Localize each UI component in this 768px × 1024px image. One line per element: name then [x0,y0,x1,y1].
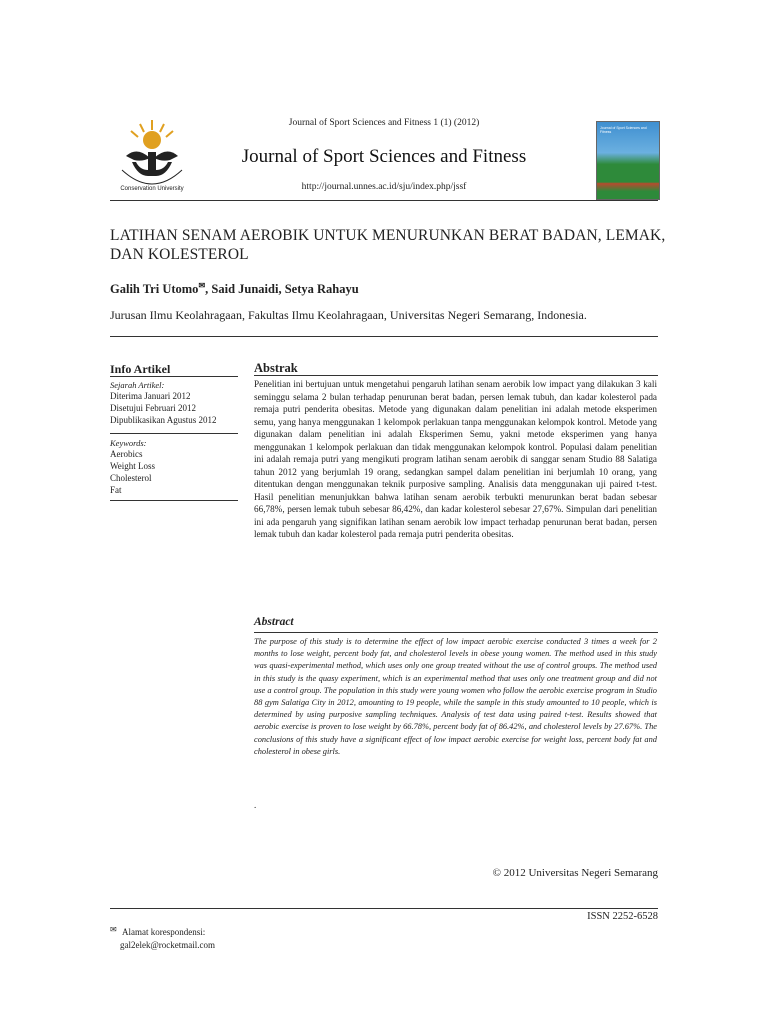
footer-rule [110,908,658,909]
first-author: Galih Tri Utomo [110,282,199,297]
abstrak-rule [254,375,658,376]
keyword-item: Aerobics [110,449,143,459]
correspondence-label: Alamat korespondensi: [122,927,206,937]
issn-number: ISSN 2252-6528 [587,911,658,922]
journal-citation: Journal of Sport Sciences and Fitness 1 (1) (2012) [288,118,480,128]
abstract-rule [254,632,658,633]
journal-cover-image [596,121,660,200]
mail-icon[interactable]: ✉ [198,281,206,290]
info-rule-top [110,376,238,377]
other-authors: , Said Junaidi, Setya Rahayu [205,282,359,297]
abstract-trailing-dot: . [254,800,257,810]
history-approved: Disetujui Februari 2012 [110,403,196,413]
copyright-notice: © 2012 Universitas Negeri Semarang [492,867,658,879]
logo-caption: Conservation University [120,186,184,192]
affiliation: Jurusan Ilmu Keolahragaan, Fakultas Ilmu Keolahragaan, Universitas Negeri Semarang, Indonesia. [110,308,587,322]
author-list [110,281,359,297]
abstrak-body: Penelitian ini bertujuan untuk mengetahui pengaruh latihan senam aerobik low impact yang dilakukan 3 kali seminggu selama 2 bulan terhadap penurunan berat badan, persen lemak tubuh, dan kadar kolesterol pada remaja putri penderita obesitas. Metode yang digunakan dalam penelitian ini adalah metode eksperimen semu, yang hanya menggunakan 1 kelompok perlakuan tanpa menggunakan kelompok kontrol. Metode yang digunakan dalam penelitian ini adalah Eksperimen Semu, yakni metode eksperimen yang hanya menggunakan 1 kelompok perlakuan dan tidak menggunakan kelompok kontrol. Populasi dalam penelitian ini adalah remaja putri yang mengikuti program latihan senam aerobik di sanggar senam Studio 88 Salatiga tahun 2012 yang berjumlah 19 orang, sedangkan sampel dalam penelitian ini berjumlah 10 orang, yang ditentukan dengan menggunakan teknik purposive sampling. Analisis data menggunakan uji paired t-test. Hasil penelitian menunjukkan bahwa latihan senam aerobik terbukti menurunkan berat badan sebesar 66,78%, persen lemak tubuh sebesar 86,42%, dan kadar kolesterol sebesar 27,67%. Simpulan dari penelitian ini ada pengaruh yang signifikan latihan senam aerobik low impact terhadap penurunan berat badan, persen lemak tubuh dan kadar kolesterol pada remaja putri penderita obesitas. [254,379,657,539]
article-title: LATIHAN SENAM AEROBIK UNTUK MENURUNKAN BERAT BADAN, LEMAK, DAN KOLESTEROL [110,227,666,263]
correspondence-email[interactable]: gal2elek@rocketmail.com [120,940,216,950]
keywords-label: Keywords: [110,438,147,448]
cover-title: Journal of Sport Sciences and Fitness [600,126,647,134]
info-heading: Info Artikel [110,362,171,376]
history-received: Diterima Januari 2012 [110,391,191,401]
correspondence-mail-icon: ✉ [110,925,117,934]
article-history [110,380,245,426]
journal-name: Journal of Sport Sciences and Fitness [241,146,527,167]
history-published: Dipublikasikan Agustus 2012 [110,415,217,425]
history-label: Sejarah Artikel: [110,380,165,390]
keyword-item: Weight Loss [110,461,156,471]
keyword-item: Fat [110,485,122,495]
title-rule [110,336,658,337]
keyword-list [110,438,245,496]
info-rule-bottom [110,500,238,501]
journal-url[interactable]: http://journal.unnes.ac.id/sju/index.php/jssf [301,182,467,192]
abstract-body: The purpose of this study is to determine the effect of low impact aerobic exercise conducted 3 times a week for 2 months to lose weight, percent body fat, and cholesterol levels in obese young women. The method used in this study was quasi-experimental method, which uses only one group treated without the use of control groups. The method used in this study is the quasy experiment, which is an experimental method that uses only one treatment group and did not use a control group. The population in this study were young women who follow the aerobic exercise program in Studio 88 gym Salatiga City in 2012, amounting to 19 people, while the sample in this study amounted to 10 people, which is determined by using purposive sampling techniques. Analysis of test data using paired t-test. Results showed that aerobic exercise is proven to lose weight by 66.78%, percent body fat of 86.42%, and cholesterol levels by 27.67%. The conclusions of this study have a significant effect of low impact aerobic exercise for weight loss, percent body fat and cholesterol in obese girls. [254,637,657,756]
abstract-heading: Abstract [254,616,294,628]
abstrak-heading: Abstrak [254,361,298,375]
keyword-item: Cholesterol [110,473,152,483]
header-rule [110,200,658,201]
info-rule-mid [110,433,238,434]
